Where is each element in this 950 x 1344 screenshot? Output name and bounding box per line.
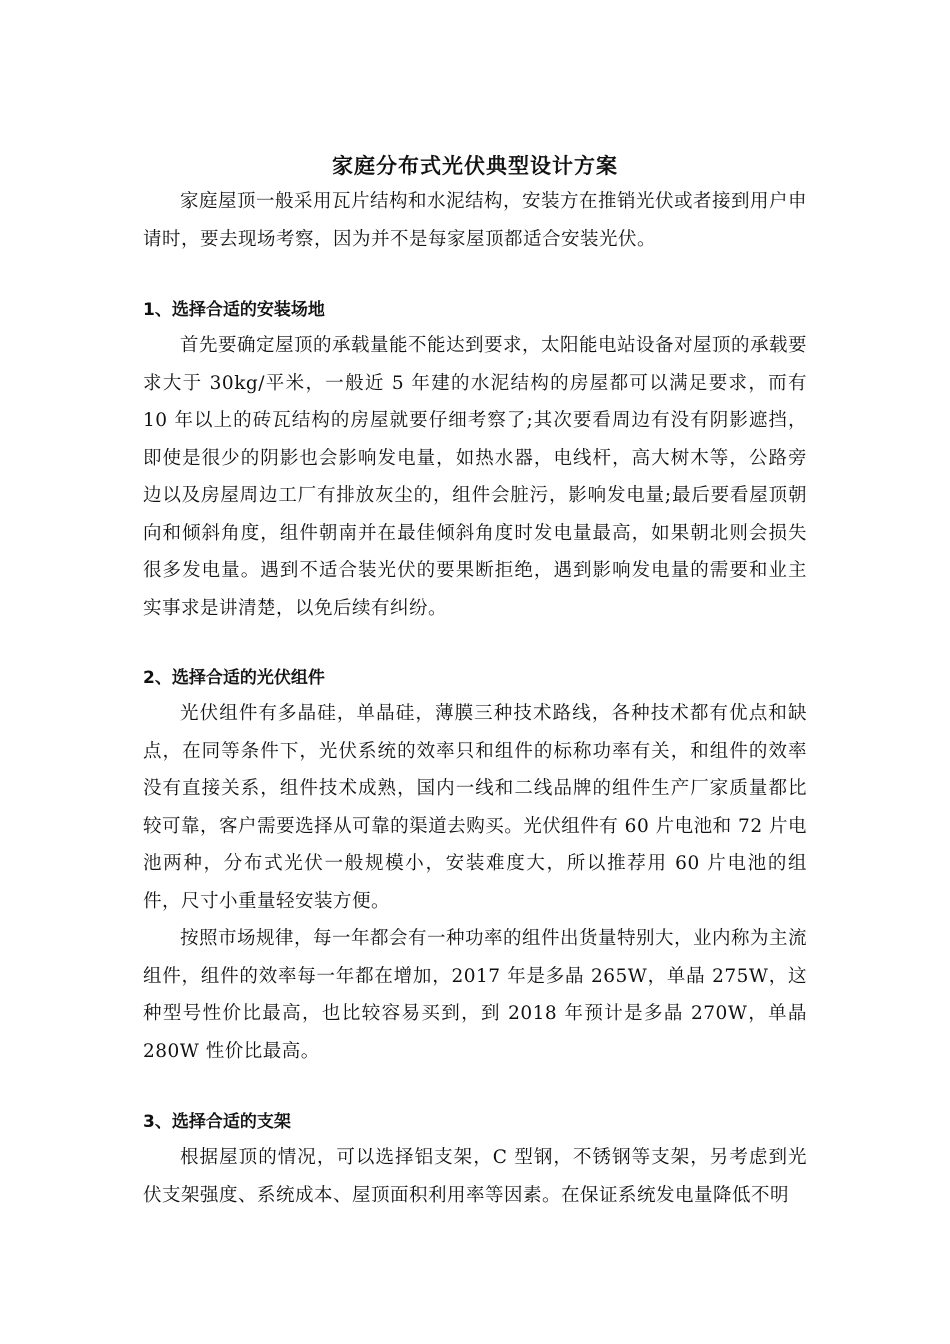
- section-paragraph-modules: 光伏组件有多晶硅，单晶硅，薄膜三种技术路线，各种技术都有优点和缺点，在同等条件下，光伏系统的效率只和组件的标称功率有关，和组件的效率没有直接关系，组件技术成熟，国内一线和二线品牌的组件生产厂家质量都比较可靠，客户需要选择从可靠的渠道去购买。光伏组件有 60 片电池和 72 片电池两种，分布式光伏一般规模小，安装难度大，所以推荐用 60 片电池的组件，尺寸小重量轻安装方便。: [143, 703, 807, 912]
- section-heading-site: 1、选择合适的安装场地: [143, 300, 325, 320]
- section-heading-modules: 2、选择合适的光伏组件: [143, 668, 325, 688]
- section-heading-brackets: 3、选择合适的支架: [143, 1112, 291, 1132]
- section-paragraph-brackets: 根据屋顶的情况，可以选择铝支架，C 型钢，不锈钢等支架，另考虑到光伏支架强度、系统成本、屋顶面积利用率等因素。在保证系统发电量降低不明: [143, 1147, 807, 1206]
- section-paragraph-site: 首先要确定屋顶的承载量能不能达到要求，太阳能电站设备对屋顶的承载要求大于 30kg/平米，一般近 5 年建的水泥结构的房屋都可以满足要求，而有 10 年以上的砖瓦结构的房屋就要仔细考察了;其次要看周边有没有阴影遮挡，即使是很少的阴影也会影响发电量，如热水器，电线杆，高大树木等，公路旁边以及房屋周边工厂有排放灰尘的，组件会脏污，影响发电量;最后要看屋顶朝向和倾斜角度，组件朝南并在最佳倾斜角度时发电量最高，如果朝北则会损失很多发电量。遇到不适合装光伏的要果断拒绝，遇到影响发电量的需要和业主实事求是讲清楚，以免后续有纠纷。: [143, 335, 808, 619]
- document-title: 家庭分布式光伏典型设计方案: [332, 153, 618, 179]
- section-paragraph-mainstream: 按照市场规律，每一年都会有一种功率的组件出货量特别大，业内称为主流组件，组件的效率每一年都在增加，2017 年是多晶 265W，单晶 275W，这种型号性价比最高，也比较容易买到，到 2018 年预计是多晶 270W，单晶 280W 性价比最高。: [143, 928, 808, 1062]
- intro-paragraph: 家庭屋顶一般采用瓦片结构和水泥结构，安装方在推销光伏或者接到用户申请时，要去现场考察，因为并不是每家屋顶都适合安装光伏。: [143, 191, 808, 250]
